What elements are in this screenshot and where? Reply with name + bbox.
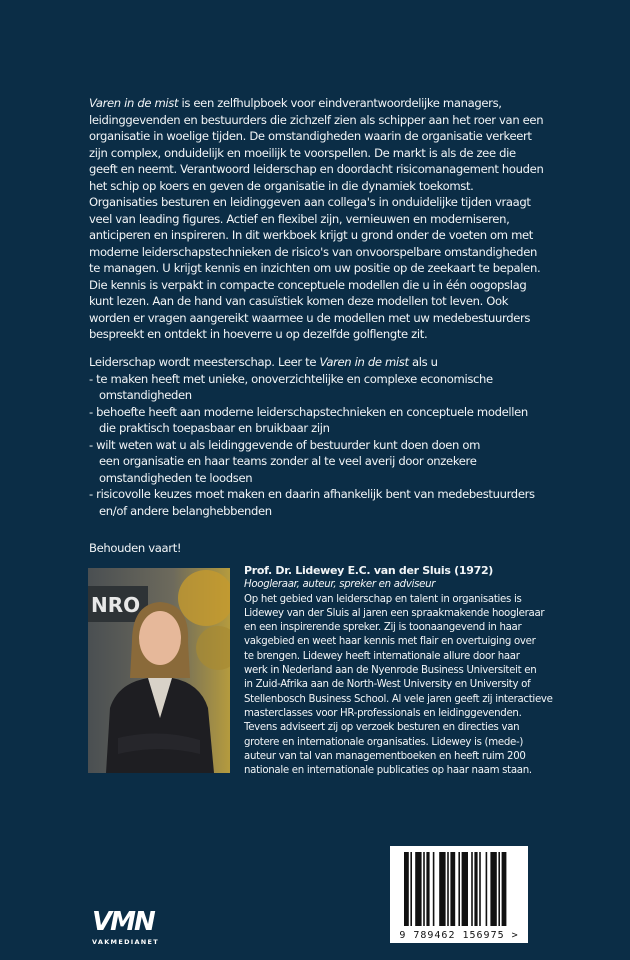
description-line: Die kennis is verpakt in compacte conceptuele modellen die u in één oogopslag: [89, 277, 527, 292]
bio-line: en een inspirerende spreker. Zij is toonaangevend in haar: [244, 622, 522, 634]
barcode-bar: [471, 852, 473, 926]
description-line: organisatie in woelige tijden. De omstandigheden waarin de organisatie verkeert: [89, 129, 532, 143]
description-line: kunt lezen. Aan de hand van casuïstiek komen deze modellen tot leven. Ook: [89, 294, 509, 308]
list-item-line: een organisatie en haar teams zonder al te veel averij door onzekere: [99, 454, 477, 468]
description-line: Organisaties besturen en leidinggeven aan collega's in onduidelijke tijden vraagt: [89, 195, 531, 209]
list-item-line: - risicovolle keuzes moet maken en daarin afhankelijk bent van medebestuurders: [89, 487, 535, 501]
logo-tagline: VAKMEDIANET: [92, 938, 160, 946]
bio-line: Tevens adviseert zij op verzoek besturen en directies van: [244, 722, 520, 734]
list-item: [89, 371, 549, 404]
list-item-line: en/of andere belanghebbenden: [99, 503, 272, 518]
bio-line: Lidewey van der Sluis al jaren een spraakmakende hoogleraar: [244, 607, 545, 619]
closing-text: Behouden vaart!: [89, 541, 182, 555]
bio-line: nationale en internationale publicaties op haar naam staan.: [244, 765, 532, 777]
list-item-line: omstandigheden te loodsen: [99, 470, 253, 485]
description-line: zijn complex, onduidelijk en moeilijk te voorspellen. De markt is als de zee die: [89, 145, 516, 160]
barcode-bar: [404, 852, 409, 926]
list-lead: Leiderschap wordt meesterschap. Leer te Varen in de mist als u: [89, 355, 438, 369]
bio-line: Op het gebied van leiderschap en talent in organisaties is: [244, 593, 522, 605]
description-lines: [89, 112, 549, 343]
description-line: worden er vragen aangereikt waarmee u de modellen met uw medebestuurders: [89, 310, 531, 325]
list-item: [89, 437, 549, 487]
description-line: bespreekt en ontdekt in hoeverre u op dezelfde golflengte zit.: [89, 327, 428, 341]
bio-line: grotere en internationale organisaties. Lidewey is (mede-): [244, 736, 524, 748]
author-name: Prof. Dr. Lidewey E.C. van der Sluis (1972): [244, 564, 494, 577]
description-line: geeft en neemt. Verantwoord leiderschap en doordacht risicomanagement houden: [89, 162, 544, 176]
bio-line: vakgebied en weet haar kennis met flair en overtuiging over: [244, 636, 536, 648]
isbn-digits: 9 789462 156975 >: [399, 930, 519, 941]
list-item-line: - te maken heeft met unieke, onoverzichtelijke en complexe economische: [89, 371, 493, 386]
barcode-bars: [390, 846, 528, 943]
description-line: anticiperen en inspireren. In dit werkboek krijgt u grond onder de voeten om met: [89, 228, 534, 242]
list-item-line: - wilt weten wat u als leidinggevende of bestuurder kunt doen doen om: [89, 437, 481, 452]
list-item: [89, 486, 549, 519]
barcode-bar: [490, 852, 496, 926]
list-item-line: die praktisch toepasbaar en bruikbaar zijn: [99, 421, 330, 435]
bio-line: in Zuid-Afrika aan de North-West University en University of: [244, 679, 531, 691]
description-paragraph: [89, 95, 549, 343]
barcode-bar: [486, 852, 488, 926]
list-item: [89, 404, 549, 437]
description-line: veel van leading figures. Actief en flexibel zijn, vernieuwen en moderniseren,: [89, 211, 510, 226]
barcode-bar: [423, 852, 425, 926]
author-bio-lines: [244, 593, 553, 779]
bio-line: te brengen. Lidewey heeft internationale allure door haar: [244, 650, 520, 662]
bio-line: Stellenbosch Business School. Al vele jaren geeft zij interactieve: [244, 693, 553, 705]
barcode-bar: [458, 852, 460, 926]
book-title-italic: Varen in de mist: [89, 96, 179, 110]
isbn-barcode: [390, 846, 528, 943]
bio-line: masterclasses voor HR-professionals en leidinggevenden.: [244, 707, 522, 719]
barcode-bar: [450, 852, 455, 926]
description-line: te managen. U krijgt kennis en inzichten om uw positie op de zeekaart te bepalen.: [89, 261, 541, 275]
barcode-bar: [498, 852, 500, 926]
list-item-line: omstandigheden: [99, 388, 192, 402]
author-bio: [244, 564, 553, 778]
bio-line: werk in Nederland aan de Nyenrode Business Universiteit en: [244, 665, 537, 677]
barcode-bar: [462, 852, 468, 926]
barcode-bar: [447, 852, 449, 926]
barcode-bar: [410, 852, 412, 926]
publisher-logo: [92, 908, 159, 946]
barcode-bar: [433, 852, 435, 926]
audience-list: [89, 354, 549, 519]
description-line: leidinggevenden en bestuurders die zichzelf zien als schipper aan het roer van een: [89, 112, 544, 127]
building-sign: NRO: [91, 593, 141, 617]
description-line: het schip op koers en geven de organisatie in die dynamiek toekomst.: [89, 178, 474, 193]
barcode-bar: [502, 852, 507, 926]
description-line: Varen in de mist is een zelfhulpboek voor eindverantwoordelijke managers,: [89, 96, 502, 110]
barcode-bar: [426, 852, 429, 926]
bio-line: auteur van tal van managementboeken en heeft ruim 200: [244, 750, 526, 762]
barcode-bar: [415, 852, 421, 926]
list-item-line: - behoefte heeft aan moderne leiderschapstechnieken en conceptuele modellen: [89, 404, 528, 419]
author-role: Hoogleraar, auteur, spreker en adviseur: [244, 579, 436, 591]
logo-mark: VMN: [92, 907, 154, 937]
barcode-bar: [439, 852, 445, 926]
author-photo: [88, 568, 230, 773]
barcode-bar: [474, 852, 477, 926]
barcode-bar: [479, 852, 481, 926]
list-items: [89, 371, 549, 520]
description-line: moderne leiderschapstechnieken de risico's van onvoorspelbare omstandigheden: [89, 244, 537, 259]
